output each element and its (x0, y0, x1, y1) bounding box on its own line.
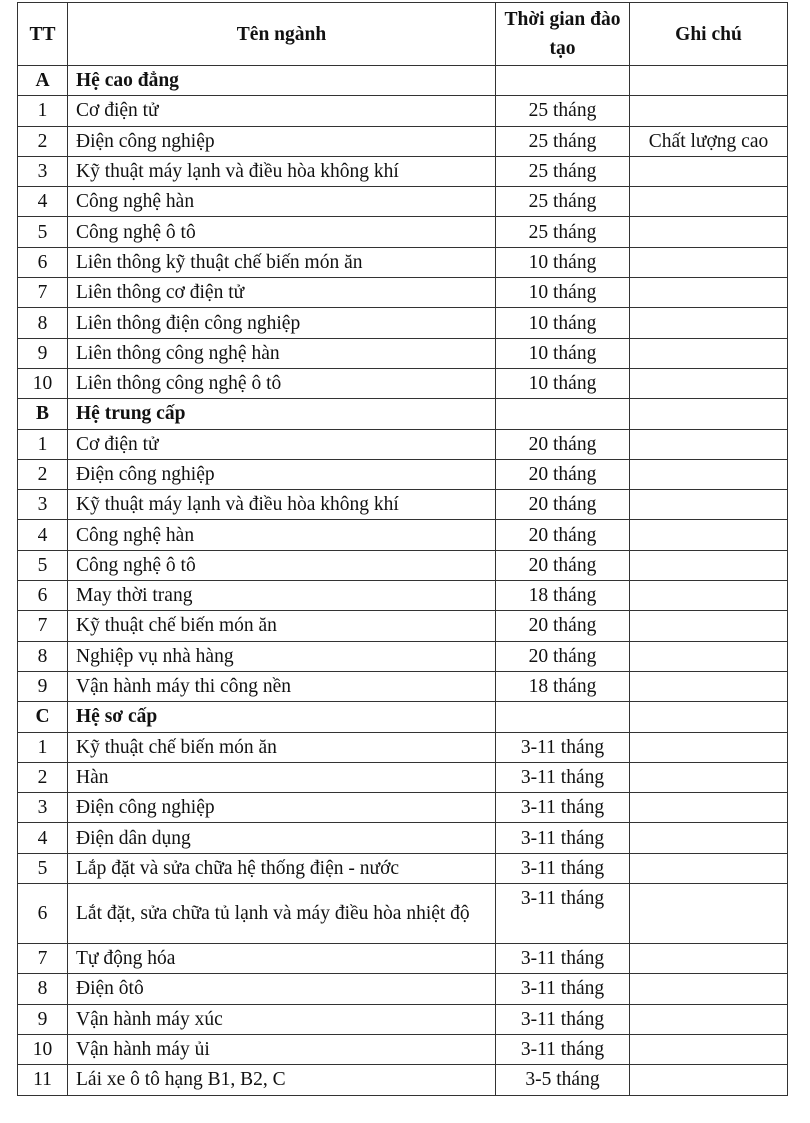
program-note (630, 247, 788, 277)
program-note (630, 490, 788, 520)
row-number: 1 (18, 732, 68, 762)
section-note-cell (630, 702, 788, 732)
header-duration: Thời gian đào tạo (496, 3, 630, 66)
table-row (18, 641, 788, 671)
header-row (18, 3, 788, 66)
table-row (18, 732, 788, 762)
table-row (18, 247, 788, 277)
training-programs-table (17, 2, 788, 1096)
program-name: Vận hành máy thi công nền (68, 671, 496, 701)
program-note (630, 823, 788, 853)
table-row (18, 308, 788, 338)
row-number: 4 (18, 823, 68, 853)
table-row (18, 611, 788, 641)
program-duration: 20 tháng (496, 550, 630, 580)
program-duration: 18 tháng (496, 671, 630, 701)
row-number: 8 (18, 641, 68, 671)
header-tt: TT (18, 3, 68, 66)
program-name: Liên thông cơ điện tử (68, 278, 496, 308)
program-note: Chất lượng cao (630, 126, 788, 156)
program-name: Lái xe ô tô hạng B1, B2, C (68, 1065, 496, 1095)
program-note (630, 156, 788, 186)
program-duration: 10 tháng (496, 308, 630, 338)
table-row (18, 974, 788, 1004)
program-duration: 20 tháng (496, 520, 630, 550)
program-note (630, 217, 788, 247)
table-row (18, 550, 788, 580)
table-row (18, 338, 788, 368)
row-number: 5 (18, 550, 68, 580)
program-duration: 25 tháng (496, 156, 630, 186)
program-name: Công nghệ ô tô (68, 550, 496, 580)
program-name: Kỹ thuật máy lạnh và điều hòa không khí (68, 490, 496, 520)
table-row (18, 96, 788, 126)
program-note (630, 550, 788, 580)
program-duration: 25 tháng (496, 96, 630, 126)
program-duration: 3-11 tháng (496, 884, 630, 944)
program-name: Nghiệp vụ nhà hàng (68, 641, 496, 671)
program-name: May thời trang (68, 581, 496, 611)
program-name: Liên thông công nghệ hàn (68, 338, 496, 368)
row-number: 8 (18, 308, 68, 338)
program-note (630, 187, 788, 217)
program-note (630, 611, 788, 641)
program-name: Điện công nghiệp (68, 459, 496, 489)
program-note (630, 793, 788, 823)
row-number: 7 (18, 278, 68, 308)
section-title: Hệ trung cấp (68, 399, 496, 429)
section-note-cell (630, 399, 788, 429)
program-duration: 10 tháng (496, 278, 630, 308)
program-duration: 20 tháng (496, 490, 630, 520)
table-row (18, 1034, 788, 1064)
table-row (18, 671, 788, 701)
table-row (18, 884, 788, 944)
program-name: Công nghệ hàn (68, 520, 496, 550)
row-number: 2 (18, 459, 68, 489)
section-code: B (18, 399, 68, 429)
row-number: 6 (18, 247, 68, 277)
row-number: 9 (18, 338, 68, 368)
row-number: 4 (18, 187, 68, 217)
section-duration-cell (496, 399, 630, 429)
table-row (18, 459, 788, 489)
table-row (18, 278, 788, 308)
program-duration: 3-11 tháng (496, 974, 630, 1004)
section-duration-cell (496, 702, 630, 732)
row-number: 1 (18, 429, 68, 459)
table-row (18, 1004, 788, 1034)
program-note (630, 368, 788, 398)
table-row (18, 1065, 788, 1095)
table-row (18, 762, 788, 792)
row-number: 5 (18, 217, 68, 247)
program-note (630, 1065, 788, 1095)
section-row (18, 66, 788, 96)
program-name: Kỹ thuật chế biến món ăn (68, 732, 496, 762)
row-number: 11 (18, 1065, 68, 1095)
program-name: Cơ điện tử (68, 429, 496, 459)
program-duration: 3-5 tháng (496, 1065, 630, 1095)
table-row (18, 187, 788, 217)
program-note (630, 459, 788, 489)
row-number: 9 (18, 1004, 68, 1034)
section-code: A (18, 66, 68, 96)
program-name: Kỹ thuật máy lạnh và điều hòa không khí (68, 156, 496, 186)
program-name: Liên thông công nghệ ô tô (68, 368, 496, 398)
section-code: C (18, 702, 68, 732)
program-note (630, 671, 788, 701)
program-name: Cơ điện tử (68, 96, 496, 126)
row-number: 10 (18, 1034, 68, 1064)
program-duration: 20 tháng (496, 611, 630, 641)
row-number: 5 (18, 853, 68, 883)
program-duration: 25 tháng (496, 217, 630, 247)
program-note (630, 520, 788, 550)
table-row (18, 823, 788, 853)
program-name: Vận hành máy ủi (68, 1034, 496, 1064)
table-row (18, 490, 788, 520)
section-row (18, 399, 788, 429)
program-note (630, 944, 788, 974)
header-name: Tên ngành (68, 3, 496, 66)
program-name: Công nghệ hàn (68, 187, 496, 217)
program-duration: 3-11 tháng (496, 944, 630, 974)
row-number: 3 (18, 793, 68, 823)
program-name: Lắt đặt, sửa chữa tủ lạnh và máy điều hòa nhiệt độ (68, 884, 496, 944)
table-body (18, 66, 788, 1096)
section-note-cell (630, 66, 788, 96)
table-row (18, 126, 788, 156)
program-duration: 25 tháng (496, 187, 630, 217)
table-row (18, 429, 788, 459)
program-note (630, 853, 788, 883)
program-note (630, 641, 788, 671)
program-duration: 20 tháng (496, 459, 630, 489)
program-name: Điện công nghiệp (68, 793, 496, 823)
program-name: Lắp đặt và sửa chữa hệ thống điện - nước (68, 853, 496, 883)
row-number: 4 (18, 520, 68, 550)
program-duration: 3-11 tháng (496, 793, 630, 823)
program-duration: 18 tháng (496, 581, 630, 611)
program-duration: 10 tháng (496, 368, 630, 398)
program-name: Tự động hóa (68, 944, 496, 974)
program-duration: 10 tháng (496, 338, 630, 368)
program-name: Liên thông điện công nghiệp (68, 308, 496, 338)
program-name: Điện dân dụng (68, 823, 496, 853)
program-note (630, 1004, 788, 1034)
section-title: Hệ cao đẳng (68, 66, 496, 96)
row-number: 3 (18, 156, 68, 186)
program-name: Công nghệ ô tô (68, 217, 496, 247)
program-note (630, 429, 788, 459)
program-duration: 3-11 tháng (496, 762, 630, 792)
program-note (630, 974, 788, 1004)
program-note (630, 581, 788, 611)
table-row (18, 156, 788, 186)
table-row (18, 853, 788, 883)
table-row (18, 581, 788, 611)
section-row (18, 702, 788, 732)
table-row (18, 217, 788, 247)
table-row (18, 368, 788, 398)
section-title: Hệ sơ cấp (68, 702, 496, 732)
table-row (18, 793, 788, 823)
program-name: Điện công nghiệp (68, 126, 496, 156)
program-name: Liên thông kỹ thuật chế biến món ăn (68, 247, 496, 277)
program-name: Vận hành máy xúc (68, 1004, 496, 1034)
section-duration-cell (496, 66, 630, 96)
program-duration: 3-11 tháng (496, 823, 630, 853)
program-name: Hàn (68, 762, 496, 792)
program-duration: 10 tháng (496, 247, 630, 277)
program-note (630, 884, 788, 944)
row-number: 7 (18, 944, 68, 974)
program-duration: 20 tháng (496, 641, 630, 671)
row-number: 2 (18, 762, 68, 792)
program-duration: 3-11 tháng (496, 853, 630, 883)
table-row (18, 520, 788, 550)
program-name: Kỹ thuật chế biến món ăn (68, 611, 496, 641)
program-note (630, 278, 788, 308)
row-number: 10 (18, 368, 68, 398)
program-duration: 25 tháng (496, 126, 630, 156)
program-note (630, 338, 788, 368)
row-number: 1 (18, 96, 68, 126)
program-note (630, 732, 788, 762)
program-duration: 3-11 tháng (496, 1004, 630, 1034)
row-number: 8 (18, 974, 68, 1004)
program-duration: 20 tháng (496, 429, 630, 459)
program-duration: 3-11 tháng (496, 1034, 630, 1064)
row-number: 3 (18, 490, 68, 520)
row-number: 2 (18, 126, 68, 156)
header-note: Ghi chú (630, 3, 788, 66)
row-number: 6 (18, 581, 68, 611)
row-number: 6 (18, 884, 68, 944)
program-name: Điện ôtô (68, 974, 496, 1004)
program-note (630, 1034, 788, 1064)
table-row (18, 944, 788, 974)
program-note (630, 96, 788, 126)
program-note (630, 762, 788, 792)
row-number: 9 (18, 671, 68, 701)
program-note (630, 308, 788, 338)
row-number: 7 (18, 611, 68, 641)
program-duration: 3-11 tháng (496, 732, 630, 762)
